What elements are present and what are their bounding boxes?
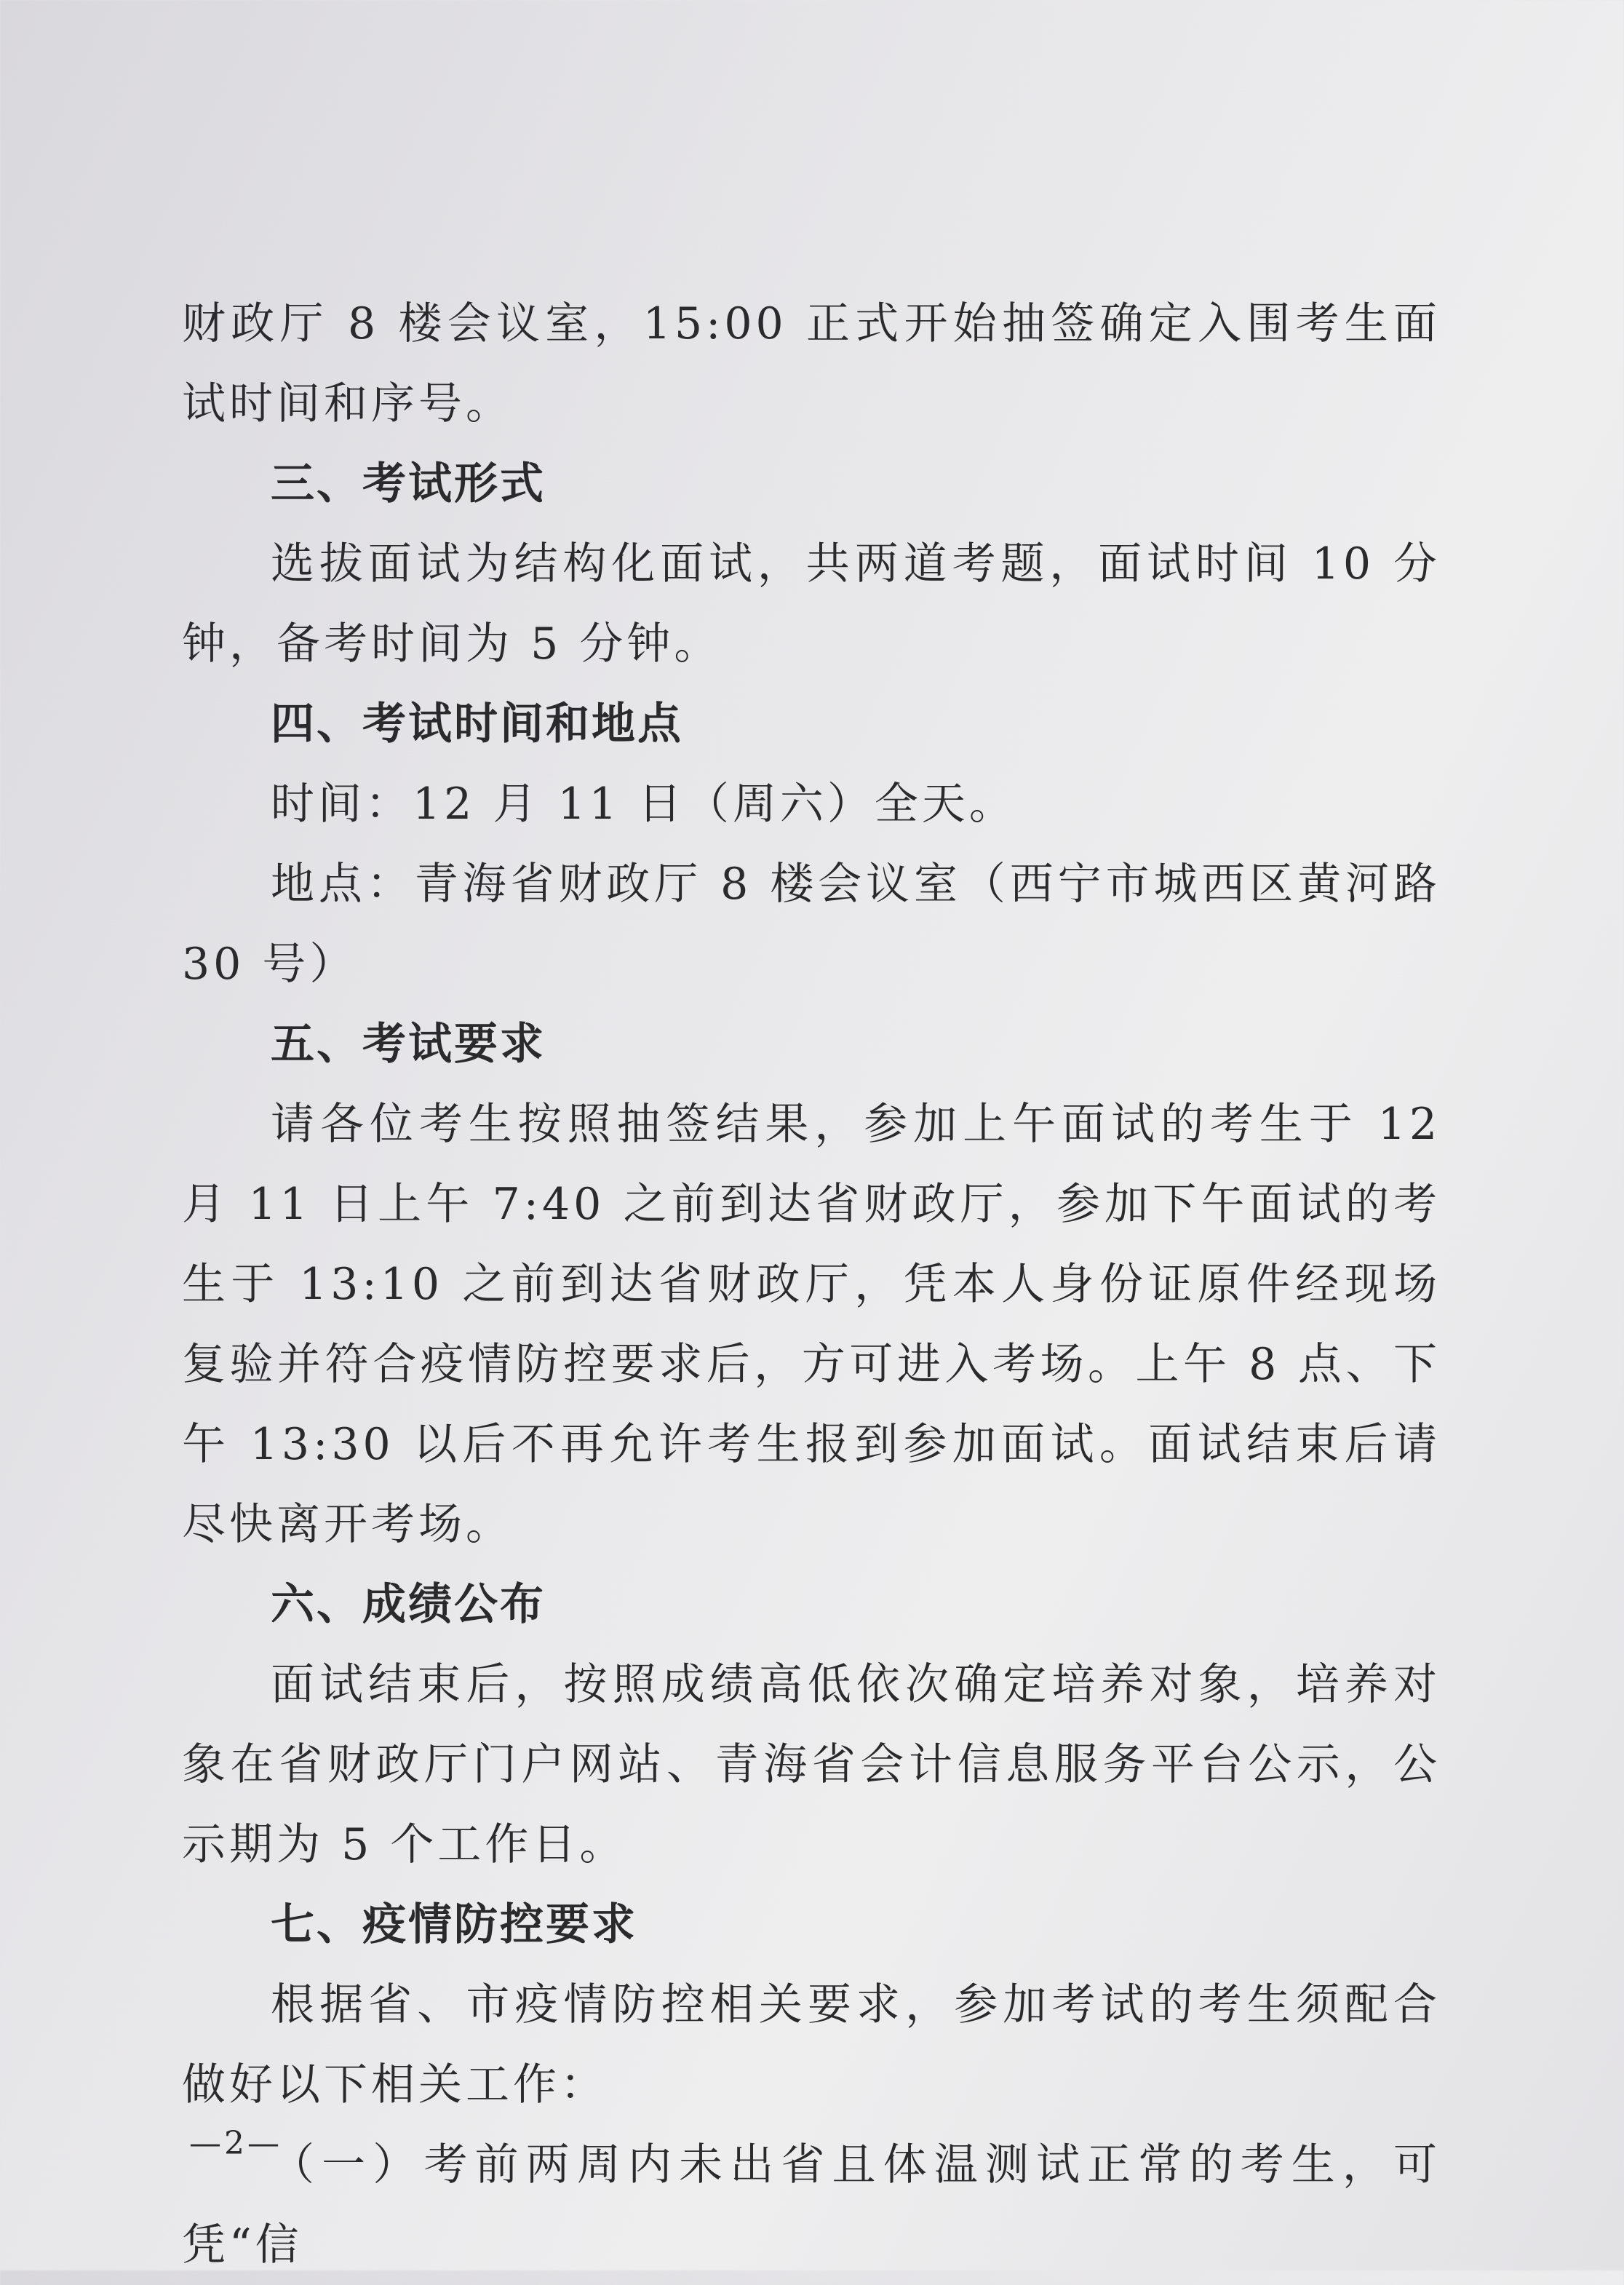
section-heading-time-location: 四、考试时间和地点 <box>271 699 683 750</box>
page-number: —2— <box>189 2125 282 2162</box>
paragraph-epidemic-control: 根据省、市疫情防控相关要求，参加考试的考生须配合做好以下相关工作： <box>182 1979 1441 2110</box>
section-heading-exam-format: 三、考试形式 <box>271 458 546 509</box>
paragraph-results: 面试结束后，按照成绩高低依次确定培养对象，培养对象在省财政厅门户网站、青海省会计信息服务平台公示，公示期为 5 个工作日。 <box>182 1659 1441 1870</box>
section-heading-epidemic-control: 七、疫情防控要求 <box>271 1899 637 1950</box>
section-heading-exam-requirements: 五、考试要求 <box>271 1019 546 1070</box>
document-body <box>182 284 1441 2285</box>
paragraph-exam-time: 时间：12 月 11 日（周六）全天。 <box>271 779 1016 830</box>
continuation-paragraph: 财政厅 8 楼会议室，15:00 正式开始抽签确定入围考生面试时间和序号。 <box>182 298 1441 429</box>
paragraph-epidemic-item-1: （一）考前两周内未出省且体温测试正常的考生，可凭“信 <box>182 2139 1441 2270</box>
section-heading-results: 六、成绩公布 <box>271 1579 546 1630</box>
paragraph-exam-location: 地点：青海省财政厅 8 楼会议室（西宁市城西区黄河路 30 号） <box>182 859 1441 990</box>
paragraph-exam-requirements: 请各位考生按照抽签结果，参加上午面试的考生于 12 月 11 日上午 7:40 之前到达省财政厅，参加下午面试的考生于 13:10 之前到达省财政厅，凭本人身份证原件经现场复验并符合疫情防控要求后，方可进入考场。上午 8 点、下午 13:30 以后不再允许考生报到参加面试。面试结束后请尽快离开考场。 <box>182 1099 1441 1550</box>
paragraph-exam-format: 选拔面试为结构化面试，共两道考题，面试时间 10 分钟，备考时间为 5 分钟。 <box>182 539 1441 669</box>
